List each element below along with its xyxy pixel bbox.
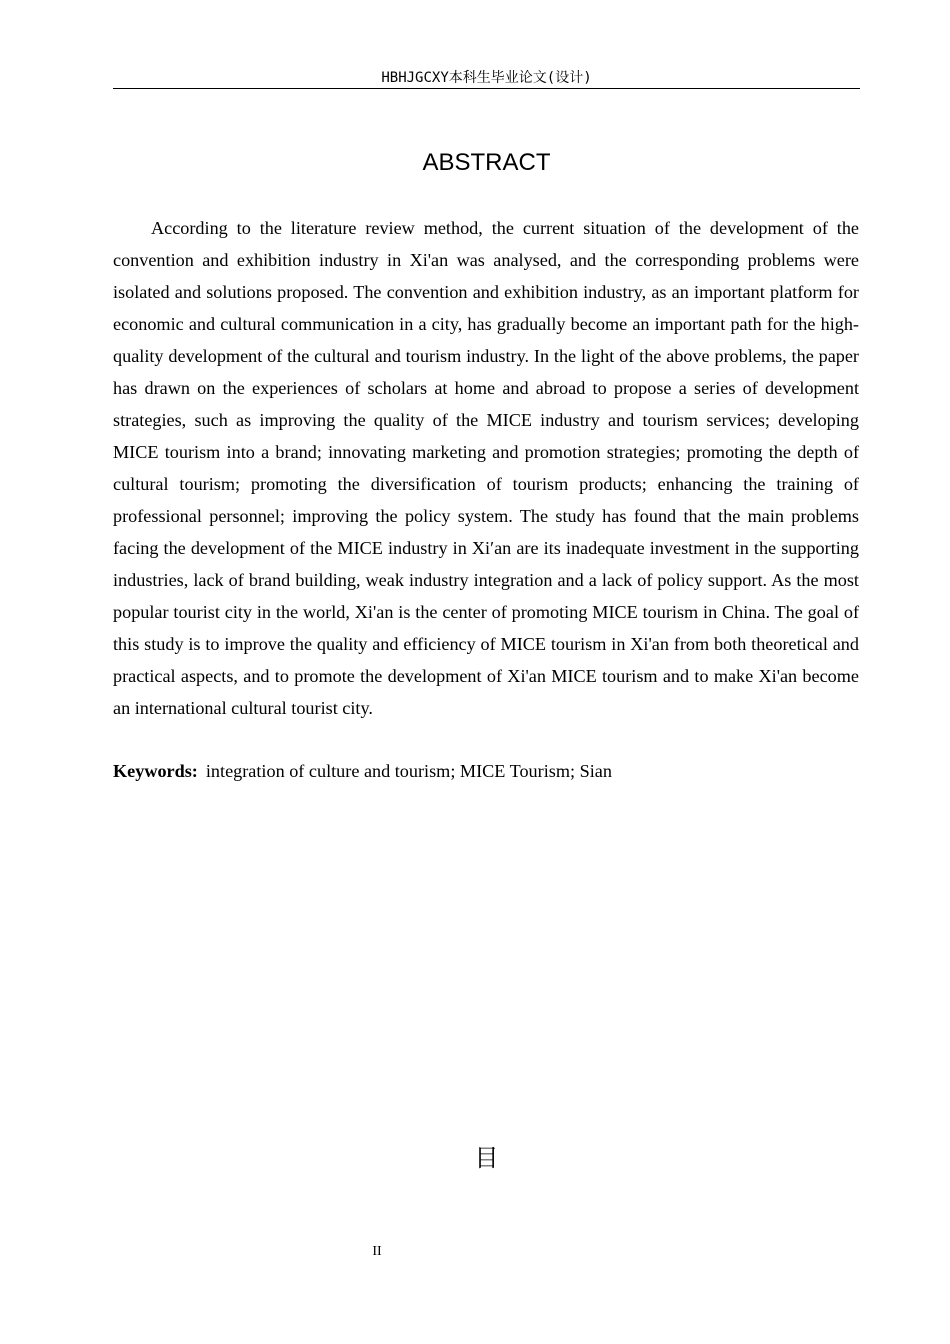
keywords-label: Keywords: [113, 761, 198, 781]
keywords-line [113, 755, 859, 787]
toc-heading: 目 [474, 1144, 499, 1172]
keywords-text: integration of culture and tourism; MICE Tourism; Sian [205, 761, 612, 781]
page-header: HBHJGCXY本科生毕业论文(设计) [113, 68, 860, 89]
page-number: II [372, 1244, 382, 1259]
abstract-body: According to the literature review method, the current situation of the development of the convention and exhibition industry in Xi'an was analysed, and the corresponding problems were isolated and solutions proposed. The convention and exhibition industry, as an important platform for economic and cultural communication in a city, has gradually become an important path for the high-quality development of the cultural and tourism industry. In the light of the above problems, the paper has drawn on the experiences of scholars at home and abroad to propose a series of development strategies, such as improving the quality of the MICE industry and tourism services; developing MICE tourism into a brand; innovating marketing and promotion strategies; promoting the depth of cultural tourism; promoting the diversification of tourism products; enhancing the training of professional personnel; improving the policy system. The study has found that the main problems facing the development of the MICE industry in Xi′an are its inadequate investment in the supporting industries, lack of brand building, weak industry integration and a lack of policy support. As the most popular tourist city in the world, Xi'an is the center of promoting MICE tourism in China. The goal of this study is to improve the quality and efficiency of MICE tourism in Xi'an from both theoretical and practical aspects, and to promote the development of Xi'an MICE tourism and to make Xi'an become an international cultural tourist city. [113, 218, 859, 718]
abstract-title: ABSTRACT [422, 149, 551, 176]
